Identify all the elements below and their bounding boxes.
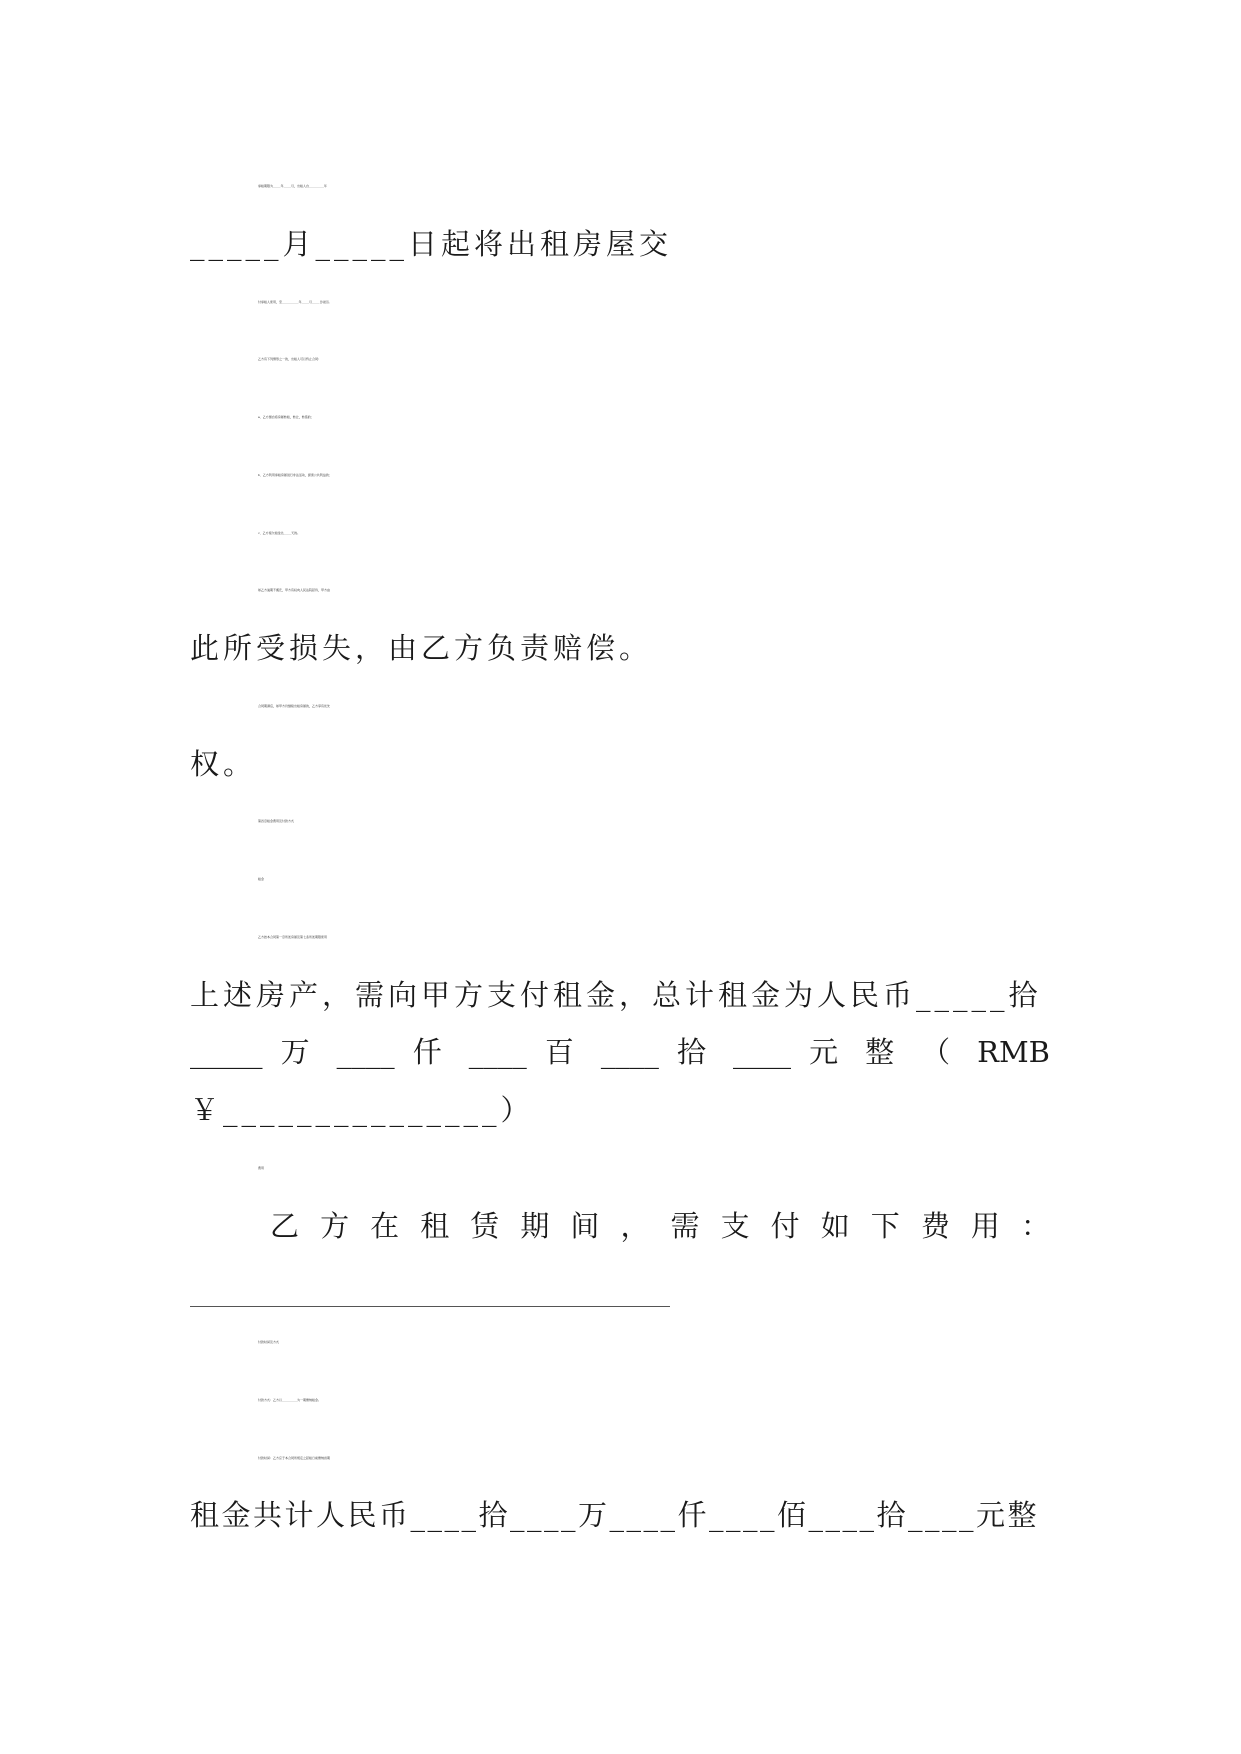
- rent-rmb-line: ￥_______________）: [190, 1093, 534, 1127]
- overdue-clause-line1: 如乙方逾期不搬迁，甲方有权向人民法院起诉，甲方由: [258, 588, 331, 592]
- rent-clause-line2: 上述房产，需向甲方支付租金，总计租金为人民币_____拾: [190, 978, 1042, 1012]
- rent-heading: 租金: [258, 877, 265, 881]
- fees-clause: 乙 方 在 租 赁 期 间 ， 需 支 付 如 下 费 用 ：: [270, 1209, 1050, 1243]
- payment-time-line1: 付款时间：乙方应于本合同所规定之起租日前缴纳首期: [258, 1456, 331, 1460]
- termination-item-a: a、乙方擅自将房屋转租，转让，转借的；: [258, 415, 314, 419]
- overdue-clause-line2: 此所受损失，由乙方负责赔偿。: [190, 631, 653, 665]
- termination-intro: 乙方有下列情形之一的，出租人可以终止合同：: [258, 357, 322, 361]
- rent-clause-line1: 乙方按本合同第一章所述房屋及第七条所述期限使用: [258, 935, 328, 939]
- priority-clause-line2: 权。: [190, 747, 257, 781]
- fees-blank-underline: [190, 1306, 670, 1307]
- termination-item-b: b、乙方利用承租房屋进行非法活动，损害公共利益的；: [258, 473, 332, 477]
- chapter-heading: 第四章租金费用及付款方式: [258, 819, 295, 823]
- lease-term-line: 承租期限为_____年_____月，出租人自__________年: [258, 184, 328, 188]
- fees-heading: 费用: [258, 1166, 265, 1170]
- termination-item-c: c、乙方拖欠租金达_____天的。: [258, 531, 301, 535]
- return-date-line: 付承租人使用，至___________年_____月_____日收回。: [258, 300, 332, 304]
- payment-heading: 付款时间及方式: [258, 1340, 280, 1344]
- payment-method-line: 付款方式：乙方以__________为一期缴纳租金。: [258, 1398, 322, 1402]
- priority-clause-line1: 合同期满后，如甲方仍继续出租房屋的，乙方享有优先: [258, 704, 331, 708]
- payment-time-line2: 租金共计人民币____拾____万____仟____佰____拾____元整: [190, 1498, 1040, 1532]
- lease-term-line-cont: _____月_____日起将出租房屋交: [190, 227, 673, 261]
- rent-amount-line: _____ 万 ____ 仟 ____ 百 ____ 拾 ____ 元 整 （ RMB: [190, 1035, 1050, 1069]
